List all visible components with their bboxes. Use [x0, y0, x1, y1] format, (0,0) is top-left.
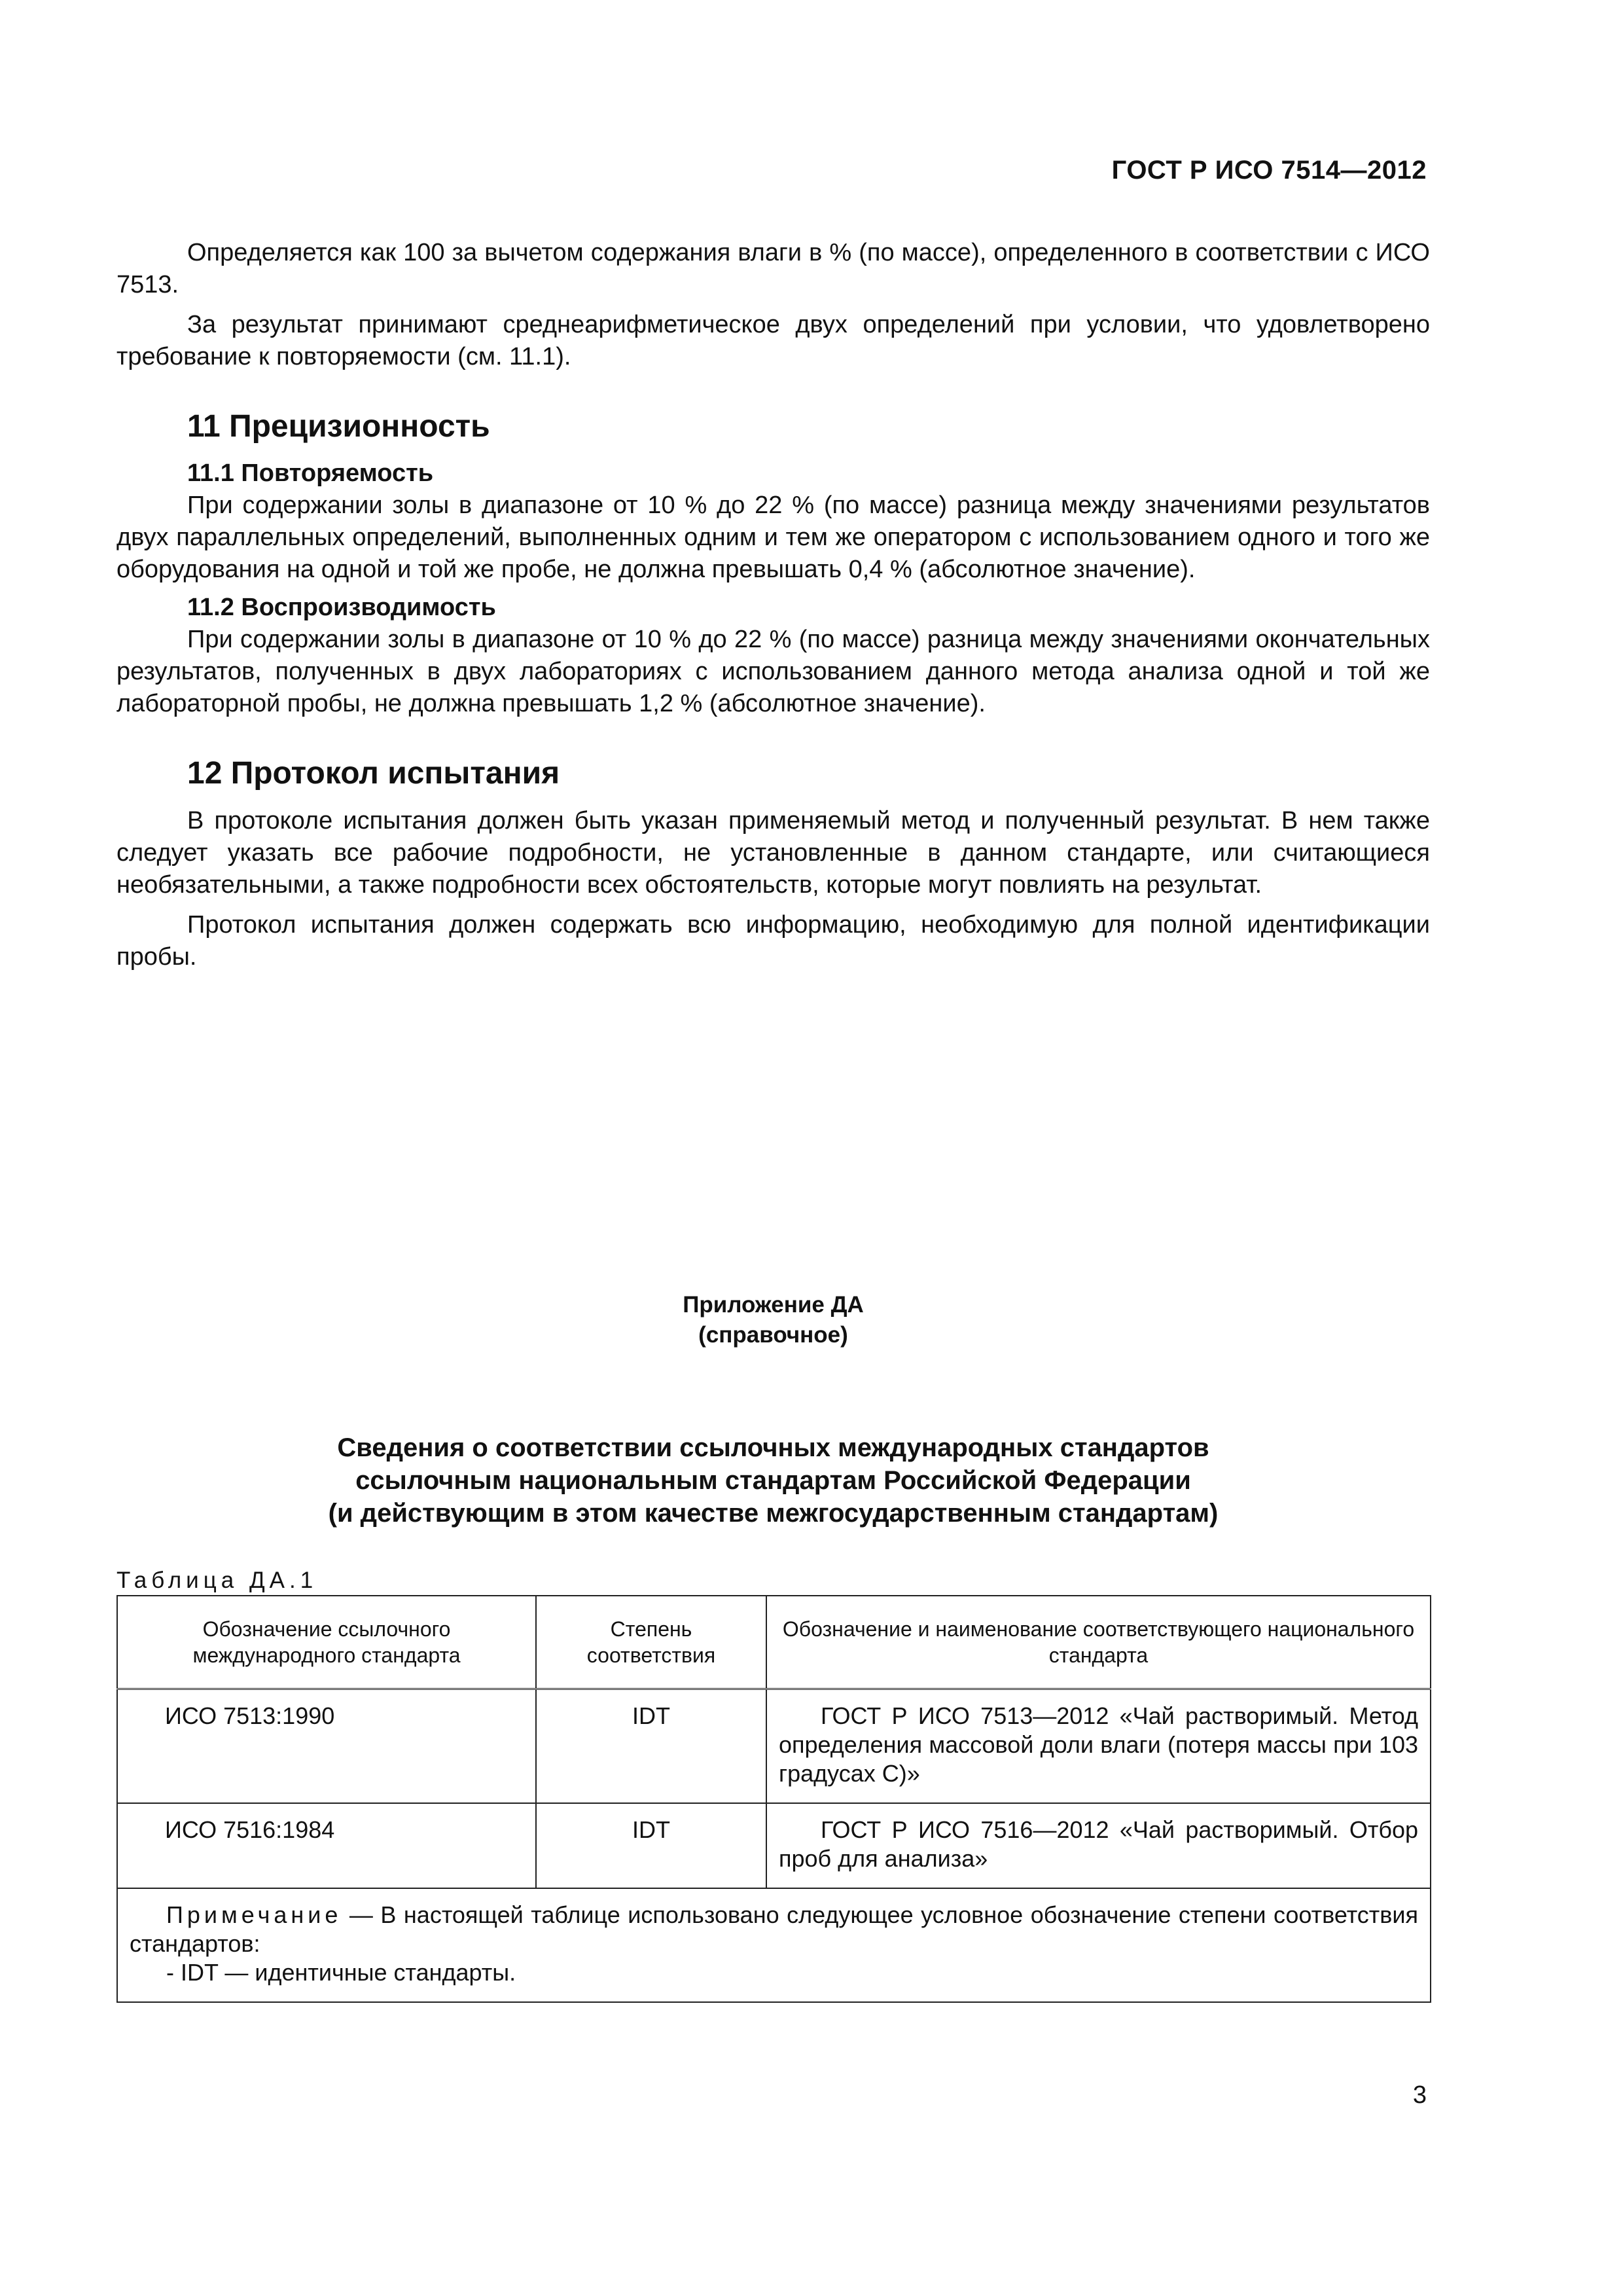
- annex-title-line-3: (и действующим в этом качестве межгосударственным стандартам): [328, 1499, 1219, 1528]
- document-body: [116, 237, 1430, 2003]
- cell-degree: IDT: [536, 1803, 766, 1888]
- standards-correspondence-table: [116, 1595, 1431, 2003]
- annex-kind: (справочное): [698, 1322, 848, 1348]
- table-row: [117, 1803, 1431, 1888]
- subsection-11-2-text: При содержании золы в диапазоне от 10 % до 22 % (по массе) разница между значениями окончательных результатов, полученных в двух лабораториях с использованием данного метода анализа одной и той же лабораторной пробы, не должна превышать 1,2 % (абсолютное значение).: [116, 626, 1430, 717]
- annex-title-line-2: ссылочным национальным стандартам Российской Федерации: [355, 1466, 1191, 1495]
- section-11-title: 11 Прецизионность: [187, 409, 490, 444]
- note-label: Примечание: [166, 1901, 342, 1928]
- annex-label: Приложение ДА: [683, 1292, 864, 1318]
- cell-national-standard: ГОСТ Р ИСО 7516—2012 «Чай растворимый. Отбор проб для анализа»: [766, 1803, 1431, 1888]
- subsection-11-2-title: 11.2 Воспроизводимость: [187, 594, 496, 621]
- cell-national-standard: ГОСТ Р ИСО 7513—2012 «Чай растворимый. Метод определения массовой доли влаги (потеря массы при 103 градусах С)»: [766, 1689, 1431, 1804]
- note-text: — В настоящей таблице использовано следующее условное обозначение степени соответствия стандартов:: [130, 1901, 1418, 1957]
- table-caption: Таблица ДА.1: [116, 1568, 318, 1593]
- header-degree-of-conformity: Степень соответствия: [536, 1596, 766, 1689]
- table-note: [117, 1888, 1431, 2002]
- subsection-11-1-title: 11.1 Повторяемость: [187, 459, 434, 487]
- section-12-title: 12 Протокол испытания: [187, 756, 560, 791]
- table-note-row: [117, 1888, 1431, 2002]
- cell-international-standard: ИСО 7516:1984: [117, 1803, 536, 1888]
- subsection-11-1-text: При содержании золы в диапазоне от 10 % до 22 % (по массе) разница между значениями результатов двух параллельных определений, выполненных одним и тем же оператором с использованием одного и того же оборудования на одной и той же пробе, не должна превышать 0,4 % (абсолютное значение).: [116, 492, 1430, 583]
- page-number: 3: [1412, 2081, 1427, 2109]
- cell-international-standard: ИСО 7513:1990: [117, 1689, 536, 1804]
- header-international-standard: Обозначение ссылочного международного стандарта: [117, 1596, 536, 1689]
- section-12-paragraph-1: В протоколе испытания должен быть указан применяемый метод и полученный результат. В нем также следует указать все рабочие подробности, не установленные в данном стандарте, или считающиеся необязательными, а также подробности всех обстоятельств, которые могут повлиять на результат.: [116, 807, 1430, 899]
- table-header-row: [117, 1596, 1431, 1689]
- header-national-standard: Обозначение и наименование соответствующего национального стандарта: [766, 1596, 1431, 1689]
- table-row: [117, 1689, 1431, 1804]
- cell-degree: IDT: [536, 1689, 766, 1804]
- section-12-paragraph-2: Протокол испытания должен содержать всю информацию, необходимую для полной идентификации пробы.: [116, 911, 1430, 971]
- standard-code-header: ГОСТ Р ИСО 7514—2012: [1111, 156, 1427, 185]
- intro-paragraph-2: За результат принимают среднеарифметическое двух определений при условии, что удовлетворено требование к повторяемости (см. 11.1).: [116, 311, 1430, 370]
- note-item: - IDT — идентичные стандарты.: [166, 1959, 516, 1986]
- intro-paragraph-1: Определяется как 100 за вычетом содержания влаги в % (по массе), определенного в соответствии с ИСО 7513.: [116, 239, 1430, 298]
- annex-title-line-1: Сведения о соответствии ссылочных международных стандартов: [337, 1433, 1209, 1462]
